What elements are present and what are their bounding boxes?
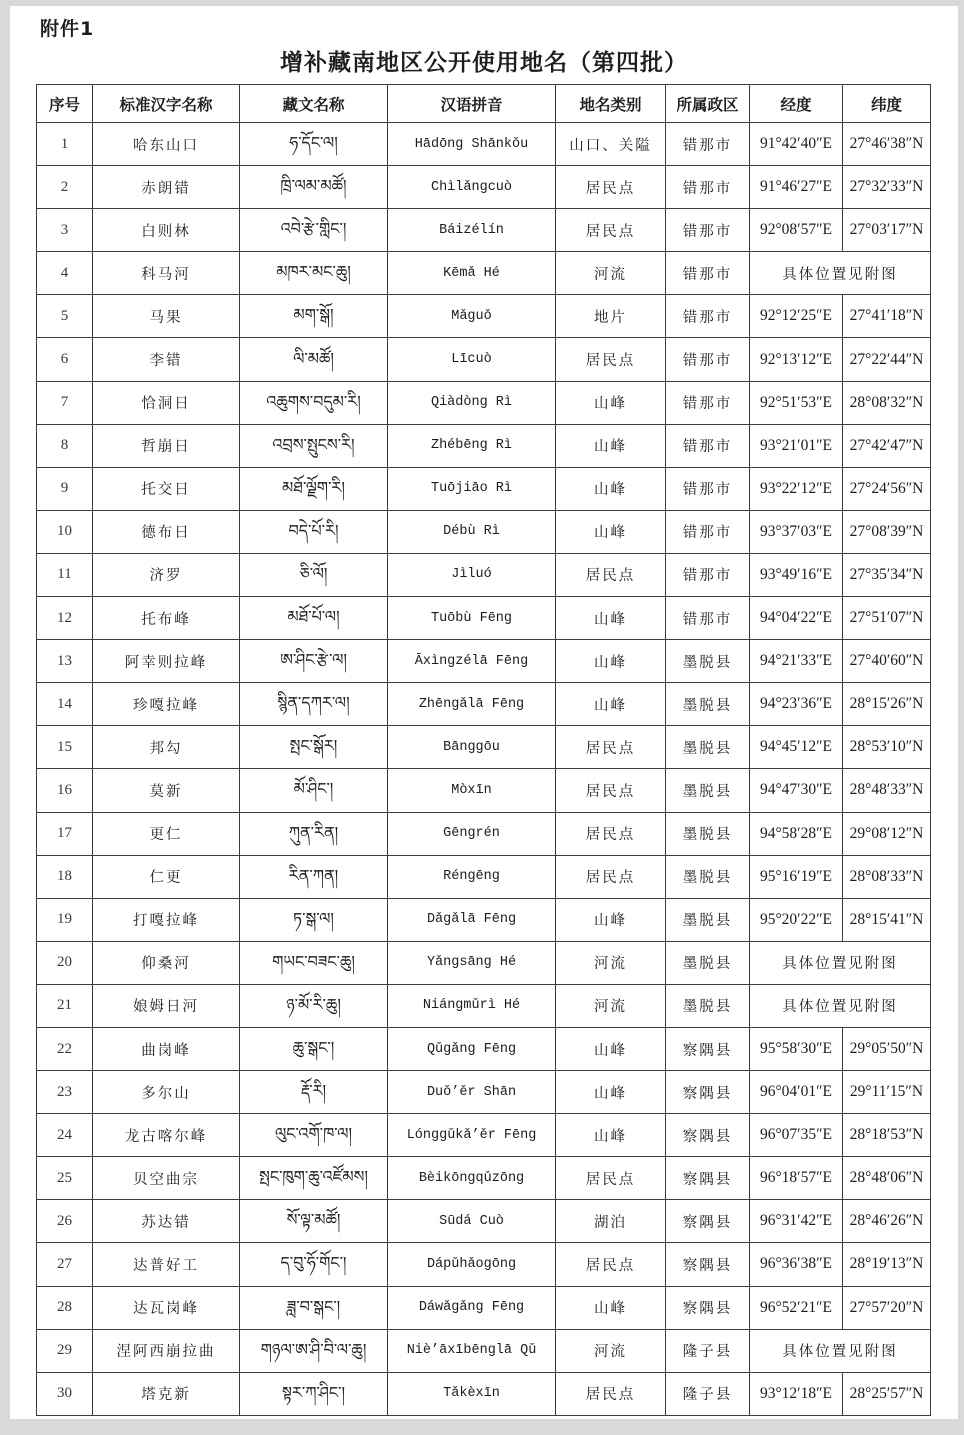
- cell-longitude: 91°42′40″E: [750, 123, 843, 166]
- cell-longitude: 93°12′18″E: [750, 1372, 843, 1415]
- cell-category: 山口、关隘: [556, 123, 666, 166]
- cell-tibetan-name: སྤང་སྒོར།: [240, 726, 388, 769]
- cell-tibetan-name: ལུང་འགོ་ཁ་ལ།: [240, 1114, 388, 1157]
- cell-longitude: 92°12′25″E: [750, 295, 843, 338]
- cell-category: 居民点: [556, 726, 666, 769]
- cell-category: 山峰: [556, 1286, 666, 1329]
- table-row: [37, 209, 931, 252]
- cell-latitude: 28°15′26″N: [843, 683, 931, 726]
- cell-tibetan-name: འབེ་རྩེ་གླིང་།: [240, 209, 388, 252]
- cell-serial-number: 2: [37, 166, 93, 209]
- cell-category: 河流: [556, 1329, 666, 1372]
- cell-category: 地片: [556, 295, 666, 338]
- cell-region: 错那市: [666, 381, 750, 424]
- cell-tibetan-name: ད་བུ་ཧོ་གོང་།: [240, 1243, 388, 1286]
- cell-tibetan-name: སྤང་ཁུག་ཆུ་འཛོམས།: [240, 1157, 388, 1200]
- cell-serial-number: 20: [37, 941, 93, 984]
- cell-serial-number: 6: [37, 338, 93, 381]
- header-cell: 标准汉字名称: [93, 85, 240, 123]
- cell-longitude: 93°49′16″E: [750, 553, 843, 596]
- cell-region: 墨脱县: [666, 898, 750, 941]
- cell-chinese-name: 涅阿西崩拉曲: [93, 1329, 240, 1372]
- header-cell: 地名类别: [556, 85, 666, 123]
- cell-latitude: 28°19′13″N: [843, 1243, 931, 1286]
- table-row: [37, 252, 931, 295]
- cell-pinyin: Sūdá Cuò: [388, 1200, 556, 1243]
- page-title: 增补藏南地区公开使用地名（第四批）: [280, 50, 688, 76]
- cell-region: 察隅县: [666, 1027, 750, 1070]
- cell-tibetan-name: ཅི་ལོ།: [240, 553, 388, 596]
- cell-serial-number: 5: [37, 295, 93, 338]
- cell-chinese-name: 达瓦岗峰: [93, 1286, 240, 1329]
- cell-tibetan-name: ཨ་ཤིང་རྩེ་ལ།: [240, 640, 388, 683]
- cell-region: 错那市: [666, 424, 750, 467]
- cell-pinyin: Niè’āxībēnglā Qǔ: [388, 1329, 556, 1372]
- cell-category: 居民点: [556, 553, 666, 596]
- cell-serial-number: 11: [37, 553, 93, 596]
- cell-category: 山峰: [556, 1114, 666, 1157]
- cell-tibetan-name: གཉལ་ཨ་ཤི་བི་ལ་ཆུ།: [240, 1329, 388, 1372]
- cell-pinyin: Qiàdòng Rì: [388, 381, 556, 424]
- cell-longitude: 94°47′30″E: [750, 769, 843, 812]
- cell-tibetan-name: བདེ་པོ་རི།: [240, 510, 388, 553]
- cell-tibetan-name: ཆུ་སྒང་།: [240, 1027, 388, 1070]
- cell-serial-number: 25: [37, 1157, 93, 1200]
- cell-pinyin: Jìluó: [388, 553, 556, 596]
- cell-longitude: 96°36′38″E: [750, 1243, 843, 1286]
- cell-serial-number: 26: [37, 1200, 93, 1243]
- cell-serial-number: 7: [37, 381, 93, 424]
- cell-tibetan-name: ཟླ་བ་སྒང་།: [240, 1286, 388, 1329]
- cell-longitude: 94°45′12″E: [750, 726, 843, 769]
- cell-category: 山峰: [556, 597, 666, 640]
- cell-tibetan-name: སྙིན་དཀར་ལ།: [240, 683, 388, 726]
- cell-serial-number: 4: [37, 252, 93, 295]
- cell-region: 隆子县: [666, 1372, 750, 1415]
- cell-region: 错那市: [666, 467, 750, 510]
- cell-tibetan-name: སྟར་ཀ་ཤིང་།: [240, 1372, 388, 1415]
- cell-serial-number: 19: [37, 898, 93, 941]
- cell-tibetan-name: ཁྲི་ལམ་མཚོ།: [240, 166, 388, 209]
- cell-region: 错那市: [666, 252, 750, 295]
- cell-longitude: 93°37′03″E: [750, 510, 843, 553]
- table-row: [37, 855, 931, 898]
- table-row: [37, 898, 931, 941]
- cell-chinese-name: 曲岗峰: [93, 1027, 240, 1070]
- header-cell: 所属政区: [666, 85, 750, 123]
- cell-tibetan-name: སོ་ལྟ་མཚོ།: [240, 1200, 388, 1243]
- table-row: [37, 640, 931, 683]
- cell-latitude: 29°05′50″N: [843, 1027, 931, 1070]
- cell-latitude: 28°18′53″N: [843, 1114, 931, 1157]
- cell-longitude: 95°16′19″E: [750, 855, 843, 898]
- cell-region: 察隅县: [666, 1243, 750, 1286]
- table-row: [37, 941, 931, 984]
- cell-category: 山峰: [556, 640, 666, 683]
- cell-serial-number: 22: [37, 1027, 93, 1070]
- cell-pinyin: Lónggǔkǎ’ěr Fēng: [388, 1114, 556, 1157]
- cell-category: 河流: [556, 984, 666, 1027]
- cell-region: 墨脱县: [666, 941, 750, 984]
- cell-tibetan-name: མག་སྒོ།: [240, 295, 388, 338]
- cell-serial-number: 30: [37, 1372, 93, 1415]
- cell-tibetan-name: རྡོ་རི།: [240, 1071, 388, 1114]
- cell-region: 错那市: [666, 338, 750, 381]
- cell-region: 错那市: [666, 510, 750, 553]
- cell-latitude: 27°42′47″N: [843, 424, 931, 467]
- cell-category: 河流: [556, 252, 666, 295]
- cell-longitude: 91°46′27″E: [750, 166, 843, 209]
- cell-pinyin: Tuōbù Fēng: [388, 597, 556, 640]
- cell-chinese-name: 珍嘎拉峰: [93, 683, 240, 726]
- cell-category: 山峰: [556, 467, 666, 510]
- cell-serial-number: 29: [37, 1329, 93, 1372]
- cell-serial-number: 3: [37, 209, 93, 252]
- cell-tibetan-name: མཁར་མང་ཆུ།: [240, 252, 388, 295]
- cell-region: 察隅县: [666, 1071, 750, 1114]
- cell-longitude: 93°22′12″E: [750, 467, 843, 510]
- cell-longitude: 94°21′33″E: [750, 640, 843, 683]
- cell-latitude: 27°57′20″N: [843, 1286, 931, 1329]
- cell-pinyin: Bèikōngqǔzōng: [388, 1157, 556, 1200]
- cell-chinese-name: 达普好工: [93, 1243, 240, 1286]
- cell-latitude: 27°46′38″N: [843, 123, 931, 166]
- cell-pinyin: Débù Rì: [388, 510, 556, 553]
- cell-pinyin: Tǎkèxīn: [388, 1372, 556, 1415]
- cell-category: 山峰: [556, 898, 666, 941]
- cell-position-note: 具体位置见附图: [750, 1329, 931, 1372]
- cell-tibetan-name: མཐོ་ལྗོག་རི།: [240, 467, 388, 510]
- cell-latitude: 27°03′17″N: [843, 209, 931, 252]
- header-cell: 序号: [37, 85, 93, 123]
- cell-region: 察隅县: [666, 1157, 750, 1200]
- table-row: [37, 1200, 931, 1243]
- table-row: [37, 166, 931, 209]
- cell-longitude: 94°58′28″E: [750, 812, 843, 855]
- cell-category: 湖泊: [556, 1200, 666, 1243]
- cell-region: 墨脱县: [666, 812, 750, 855]
- cell-serial-number: 18: [37, 855, 93, 898]
- cell-latitude: 27°24′56″N: [843, 467, 931, 510]
- cell-category: 居民点: [556, 338, 666, 381]
- cell-serial-number: 28: [37, 1286, 93, 1329]
- cell-chinese-name: 哈东山口: [93, 123, 240, 166]
- table-row: [37, 1157, 931, 1200]
- place-name-table: [36, 84, 931, 1416]
- cell-chinese-name: 邦勾: [93, 726, 240, 769]
- cell-chinese-name: 德布日: [93, 510, 240, 553]
- cell-pinyin: Dápǔhǎogōng: [388, 1243, 556, 1286]
- table-row: [37, 597, 931, 640]
- cell-serial-number: 10: [37, 510, 93, 553]
- cell-chinese-name: 哲崩日: [93, 424, 240, 467]
- cell-chinese-name: 科马河: [93, 252, 240, 295]
- cell-latitude: 27°35′34″N: [843, 553, 931, 596]
- cell-category: 山峰: [556, 510, 666, 553]
- cell-category: 山峰: [556, 381, 666, 424]
- cell-longitude: 95°58′30″E: [750, 1027, 843, 1070]
- table-row: [37, 683, 931, 726]
- cell-longitude: 96°52′21″E: [750, 1286, 843, 1329]
- cell-pinyin: Mǎguǒ: [388, 295, 556, 338]
- header-cell: 纬度: [843, 85, 931, 123]
- cell-longitude: 96°31′42″E: [750, 1200, 843, 1243]
- cell-region: 墨脱县: [666, 769, 750, 812]
- table-row: [37, 812, 931, 855]
- cell-serial-number: 15: [37, 726, 93, 769]
- cell-pinyin: Zhébēng Rì: [388, 424, 556, 467]
- cell-latitude: 27°40′60″N: [843, 640, 931, 683]
- cell-category: 居民点: [556, 1157, 666, 1200]
- cell-chinese-name: 更仁: [93, 812, 240, 855]
- cell-tibetan-name: ཉ་མོ་རི་ཆུ།: [240, 984, 388, 1027]
- cell-latitude: 28°48′33″N: [843, 769, 931, 812]
- cell-chinese-name: 阿幸则拉峰: [93, 640, 240, 683]
- cell-region: 察隅县: [666, 1114, 750, 1157]
- cell-longitude: 92°13′12″E: [750, 338, 843, 381]
- cell-serial-number: 13: [37, 640, 93, 683]
- cell-tibetan-name: འབྲས་སྤུངས་རི།: [240, 424, 388, 467]
- cell-pinyin: Qǔgǎng Fēng: [388, 1027, 556, 1070]
- cell-serial-number: 16: [37, 769, 93, 812]
- cell-region: 墨脱县: [666, 640, 750, 683]
- cell-region: 错那市: [666, 295, 750, 338]
- cell-latitude: 29°11′15″N: [843, 1071, 931, 1114]
- cell-category: 居民点: [556, 1372, 666, 1415]
- cell-category: 居民点: [556, 1243, 666, 1286]
- cell-serial-number: 23: [37, 1071, 93, 1114]
- cell-pinyin: Yǎngsāng Hé: [388, 941, 556, 984]
- cell-category: 居民点: [556, 812, 666, 855]
- cell-category: 山峰: [556, 1027, 666, 1070]
- table-row: [37, 769, 931, 812]
- cell-position-note: 具体位置见附图: [750, 252, 931, 295]
- cell-serial-number: 1: [37, 123, 93, 166]
- cell-region: 察隅县: [666, 1200, 750, 1243]
- header-cell: 经度: [750, 85, 843, 123]
- table-row: [37, 338, 931, 381]
- table-header-row: [37, 85, 931, 123]
- cell-pinyin: Réngēng: [388, 855, 556, 898]
- cell-latitude: 27°51′07″N: [843, 597, 931, 640]
- cell-region: 隆子县: [666, 1329, 750, 1372]
- cell-category: 居民点: [556, 166, 666, 209]
- cell-tibetan-name: ལི་མཚོ།: [240, 338, 388, 381]
- cell-chinese-name: 托交日: [93, 467, 240, 510]
- table-row: [37, 123, 931, 166]
- table-row: [37, 467, 931, 510]
- cell-tibetan-name: ཏ་སྒ་ལ།: [240, 898, 388, 941]
- cell-latitude: 27°41′18″N: [843, 295, 931, 338]
- cell-pinyin: Chìlǎngcuò: [388, 166, 556, 209]
- cell-chinese-name: 李错: [93, 338, 240, 381]
- cell-serial-number: 9: [37, 467, 93, 510]
- cell-latitude: 28°25′57″N: [843, 1372, 931, 1415]
- cell-category: 山峰: [556, 424, 666, 467]
- table-row: [37, 1027, 931, 1070]
- cell-region: 错那市: [666, 553, 750, 596]
- cell-pinyin: Bānggōu: [388, 726, 556, 769]
- table-body: [37, 123, 931, 1416]
- cell-pinyin: Niángmǔrì Hé: [388, 984, 556, 1027]
- cell-serial-number: 24: [37, 1114, 93, 1157]
- table-row: [37, 1114, 931, 1157]
- cell-pinyin: Báizélín: [388, 209, 556, 252]
- cell-longitude: 96°04′01″E: [750, 1071, 843, 1114]
- cell-chinese-name: 恰洞日: [93, 381, 240, 424]
- cell-region: 墨脱县: [666, 683, 750, 726]
- cell-latitude: 28°46′26″N: [843, 1200, 931, 1243]
- cell-tibetan-name: རིན་ཀན།: [240, 855, 388, 898]
- cell-category: 河流: [556, 941, 666, 984]
- cell-chinese-name: 赤朗错: [93, 166, 240, 209]
- cell-chinese-name: 打嘎拉峰: [93, 898, 240, 941]
- cell-pinyin: Gēngrén: [388, 812, 556, 855]
- cell-longitude: 94°04′22″E: [750, 597, 843, 640]
- cell-tibetan-name: འཆུགས་བདུམ་རི།: [240, 381, 388, 424]
- cell-serial-number: 8: [37, 424, 93, 467]
- cell-region: 错那市: [666, 123, 750, 166]
- cell-chinese-name: 贝空曲宗: [93, 1157, 240, 1200]
- cell-latitude: 27°08′39″N: [843, 510, 931, 553]
- cell-position-note: 具体位置见附图: [750, 984, 931, 1027]
- cell-region: 错那市: [666, 209, 750, 252]
- document-sheet: [10, 6, 958, 1419]
- cell-latitude: 27°22′44″N: [843, 338, 931, 381]
- cell-chinese-name: 托布峰: [93, 597, 240, 640]
- cell-longitude: 92°08′57″E: [750, 209, 843, 252]
- cell-region: 墨脱县: [666, 984, 750, 1027]
- table-row: [37, 1286, 931, 1329]
- cell-region: 墨脱县: [666, 726, 750, 769]
- cell-chinese-name: 白则林: [93, 209, 240, 252]
- cell-serial-number: 12: [37, 597, 93, 640]
- cell-pinyin: Kēmǎ Hé: [388, 252, 556, 295]
- cell-pinyin: Mòxīn: [388, 769, 556, 812]
- table-row: [37, 510, 931, 553]
- cell-longitude: 93°21′01″E: [750, 424, 843, 467]
- cell-latitude: 28°53′10″N: [843, 726, 931, 769]
- table-row: [37, 726, 931, 769]
- table-header: [37, 85, 931, 123]
- cell-category: 居民点: [556, 769, 666, 812]
- cell-region: 错那市: [666, 597, 750, 640]
- table-row: [37, 424, 931, 467]
- cell-chinese-name: 塔克新: [93, 1372, 240, 1415]
- cell-pinyin: Duǒ’ěr Shān: [388, 1071, 556, 1114]
- cell-chinese-name: 仰桑河: [93, 941, 240, 984]
- cell-chinese-name: 龙古喀尔峰: [93, 1114, 240, 1157]
- cell-latitude: 27°32′33″N: [843, 166, 931, 209]
- cell-tibetan-name: ཀུན་རིན།: [240, 812, 388, 855]
- cell-chinese-name: 苏达错: [93, 1200, 240, 1243]
- cell-serial-number: 27: [37, 1243, 93, 1286]
- cell-chinese-name: 马果: [93, 295, 240, 338]
- cell-pinyin: Dáwǎgǎng Fēng: [388, 1286, 556, 1329]
- table-row: [37, 1329, 931, 1372]
- cell-latitude: 28°08′33″N: [843, 855, 931, 898]
- cell-category: 山峰: [556, 683, 666, 726]
- table-row: [37, 381, 931, 424]
- attachment-label: 附件1: [40, 18, 95, 40]
- table-row: [37, 1372, 931, 1415]
- table-row: [37, 1243, 931, 1286]
- cell-region: 错那市: [666, 166, 750, 209]
- cell-longitude: 92°51′53″E: [750, 381, 843, 424]
- cell-tibetan-name: མོ་ཤིང་།: [240, 769, 388, 812]
- cell-pinyin: Hādōng Shānkǒu: [388, 123, 556, 166]
- cell-latitude: 28°08′32″N: [843, 381, 931, 424]
- cell-longitude: 96°07′35″E: [750, 1114, 843, 1157]
- cell-chinese-name: 娘姆日河: [93, 984, 240, 1027]
- cell-chinese-name: 莫新: [93, 769, 240, 812]
- cell-tibetan-name: གཡང་བཟང་ཆུ།: [240, 941, 388, 984]
- header-cell: 汉语拼音: [388, 85, 556, 123]
- table-row: [37, 984, 931, 1027]
- cell-region: 墨脱县: [666, 855, 750, 898]
- cell-pinyin: Dǎgǎlā Fēng: [388, 898, 556, 941]
- cell-category: 山峰: [556, 1071, 666, 1114]
- cell-position-note: 具体位置见附图: [750, 941, 931, 984]
- table-row: [37, 295, 931, 338]
- header-cell: 藏文名称: [240, 85, 388, 123]
- cell-category: 居民点: [556, 855, 666, 898]
- cell-category: 居民点: [556, 209, 666, 252]
- cell-serial-number: 14: [37, 683, 93, 726]
- cell-chinese-name: 济罗: [93, 553, 240, 596]
- cell-longitude: 96°18′57″E: [750, 1157, 843, 1200]
- cell-pinyin: Āxìngzélā Fēng: [388, 640, 556, 683]
- cell-serial-number: 21: [37, 984, 93, 1027]
- cell-pinyin: Līcuò: [388, 338, 556, 381]
- cell-latitude: 29°08′12″N: [843, 812, 931, 855]
- cell-longitude: 95°20′22″E: [750, 898, 843, 941]
- cell-region: 察隅县: [666, 1286, 750, 1329]
- table-row: [37, 553, 931, 596]
- cell-chinese-name: 多尔山: [93, 1071, 240, 1114]
- cell-latitude: 28°15′41″N: [843, 898, 931, 941]
- cell-pinyin: Zhēngǎlā Fēng: [388, 683, 556, 726]
- cell-longitude: 94°23′36″E: [750, 683, 843, 726]
- cell-tibetan-name: མཐོ་པོ་ལ།: [240, 597, 388, 640]
- cell-latitude: 28°48′06″N: [843, 1157, 931, 1200]
- cell-tibetan-name: ཧ་དོང་ལ།: [240, 123, 388, 166]
- cell-chinese-name: 仁更: [93, 855, 240, 898]
- table-row: [37, 1071, 931, 1114]
- cell-pinyin: Tuōjiāo Rì: [388, 467, 556, 510]
- cell-serial-number: 17: [37, 812, 93, 855]
